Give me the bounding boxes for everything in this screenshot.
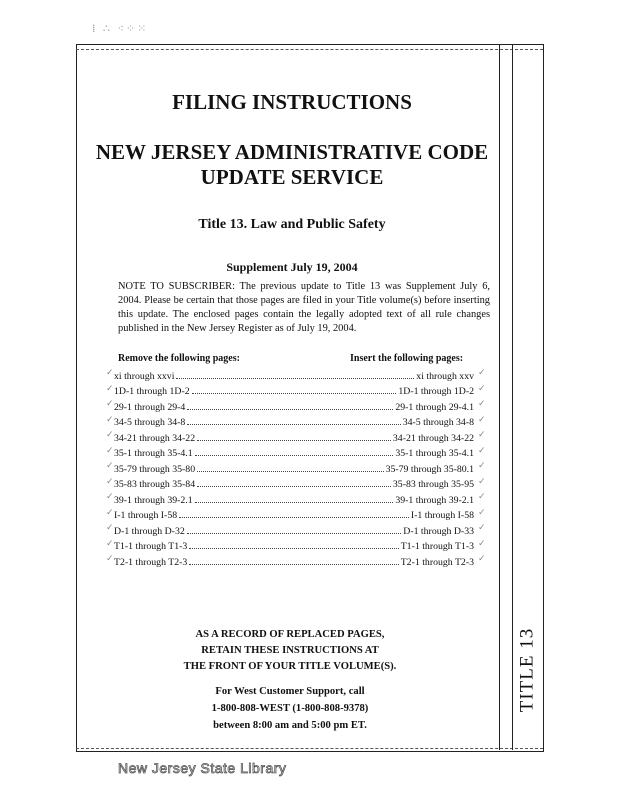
check-mark-icon: ✓ xyxy=(478,538,486,549)
remove-pages: 35-79 through 35-80 xyxy=(114,463,196,475)
check-mark-icon: ✓ xyxy=(478,430,486,440)
record-line3: THE FRONT OF YOUR TITLE VOLUME(S). xyxy=(183,661,397,672)
dot-leader xyxy=(195,501,394,503)
page-title: FILING INSTRUCTIONS xyxy=(172,90,412,114)
check-mark-icon: ✓ xyxy=(106,461,114,471)
check-mark-icon: ✓ xyxy=(478,445,486,456)
check-mark-icon: ✓ xyxy=(106,538,114,549)
remove-header: Remove the following pages: xyxy=(118,353,240,364)
check-mark-icon: ✓ xyxy=(478,461,486,471)
dot-leader xyxy=(187,408,393,410)
record-line1: AS A RECORD OF REPLACED PAGES, xyxy=(195,629,385,640)
insert-pages: 34-21 through 34-22 xyxy=(392,432,474,444)
spine-label-text: TITLE 13 xyxy=(516,627,538,713)
insert-pages: T1-1 through T1-3 xyxy=(400,541,474,552)
table-row xyxy=(114,490,474,506)
check-mark-icon: ✓ xyxy=(478,476,486,487)
insert-pages: 35-83 through 35-95 xyxy=(392,479,474,490)
table-row xyxy=(114,521,474,537)
table-row xyxy=(114,366,474,382)
dot-leader xyxy=(187,532,402,534)
check-mark-icon: ✓ xyxy=(106,507,114,518)
spine-label xyxy=(512,620,542,720)
check-mark-icon: ✓ xyxy=(478,368,486,378)
dot-leader xyxy=(189,563,398,565)
top-rule xyxy=(76,49,543,50)
insert-pages: D-1 through D-33 xyxy=(403,525,474,537)
table-row xyxy=(114,459,474,475)
bottom-rule xyxy=(76,748,543,749)
record-line2: RETAIN THESE INSTRUCTIONS AT xyxy=(201,645,379,656)
check-mark-icon: ✓ xyxy=(478,383,486,394)
dot-leader xyxy=(197,485,391,487)
insert-pages: 34-5 through 34-8 xyxy=(402,417,474,428)
table-row xyxy=(114,413,474,429)
check-mark-icon: ✓ xyxy=(106,430,114,440)
insert-pages: 1D-1 through 1D-2 xyxy=(398,386,474,397)
remove-pages: 29-1 through 29-4 xyxy=(114,401,186,413)
dot-leader xyxy=(187,423,400,425)
support-line1: For West Customer Support, call xyxy=(215,686,365,697)
check-mark-icon: ✓ xyxy=(106,368,114,378)
remove-pages: 35-1 through 35-4.1 xyxy=(114,448,193,459)
dot-leader xyxy=(197,470,383,472)
remove-pages: 39-1 through 39-2.1 xyxy=(114,494,193,506)
table-row xyxy=(114,552,474,568)
dot-leader xyxy=(189,547,398,549)
check-mark-icon: ✓ xyxy=(106,399,114,409)
remove-pages: xi through xxvi xyxy=(114,370,175,382)
check-mark-icon: ✓ xyxy=(106,492,114,502)
check-mark-icon: ✓ xyxy=(478,414,486,425)
check-mark-icon: ✓ xyxy=(106,383,114,394)
insert-pages: 29-1 through 29-4.1 xyxy=(395,401,474,413)
check-mark-icon: ✓ xyxy=(478,523,486,533)
dot-leader xyxy=(179,516,409,518)
insert-pages: xi through xxv xyxy=(416,370,474,382)
table-row xyxy=(114,397,474,413)
subscriber-note: NOTE TO SUBSCRIBER: The previous update to Title 13 was Supplement July 6, 2004. Please be certain that those pages are filed in your Title volume(s) before inserting this update. The enclosed pages contain the legally adopted text of all rule changes published in the New Jersey Register as of July 19, 2004. xyxy=(118,281,490,334)
insert-header: Insert the following pages: xyxy=(350,353,464,364)
code-title xyxy=(88,140,496,190)
record-notice xyxy=(150,627,430,675)
remove-pages: 34-21 through 34-22 xyxy=(114,432,196,444)
remove-pages: 1D-1 through 1D-2 xyxy=(114,386,190,397)
insert-pages: 39-1 through 39-2.1 xyxy=(395,494,474,506)
table-row xyxy=(114,475,474,491)
check-mark-icon: ✓ xyxy=(106,414,114,425)
insert-pages: 35-79 through 35-80.1 xyxy=(385,463,474,475)
customer-support xyxy=(150,683,430,734)
code-title-line1: NEW JERSEY ADMINISTRATIVE CODE xyxy=(95,140,489,164)
table-row xyxy=(114,506,474,522)
remove-pages: 35-83 through 35-84 xyxy=(114,479,196,490)
check-mark-icon: ✓ xyxy=(478,399,486,409)
table-row xyxy=(114,428,474,444)
check-mark-icon: ✓ xyxy=(106,445,114,456)
dot-leader xyxy=(176,377,414,379)
check-mark-icon: ✓ xyxy=(106,476,114,487)
check-mark-icon: ✓ xyxy=(478,554,486,564)
page-list xyxy=(114,366,474,568)
spine-rule-left xyxy=(499,44,500,750)
dot-leader xyxy=(197,439,391,441)
remove-pages: I-1 through I-58 xyxy=(114,510,178,521)
dot-leader xyxy=(195,454,394,456)
table-row xyxy=(114,382,474,398)
check-mark-icon: ✓ xyxy=(106,523,114,533)
table-row xyxy=(114,444,474,460)
remove-pages: T2-1 through T2-3 xyxy=(114,556,188,568)
code-title-line2: UPDATE SERVICE xyxy=(200,165,384,189)
check-mark-icon: ✓ xyxy=(478,492,486,502)
table-row xyxy=(114,537,474,553)
title-subtitle: Title 13. Law and Public Safety xyxy=(198,217,386,232)
support-line2: 1-800-808-WEST (1-800-808-9378) xyxy=(211,703,369,714)
check-mark-icon: ✓ xyxy=(478,507,486,518)
insert-pages: T2-1 through T2-3 xyxy=(400,556,474,568)
insert-pages: 35-1 through 35-4.1 xyxy=(395,448,474,459)
library-stamp: New Jersey State Library xyxy=(118,760,287,776)
handwritten-mark: ⁞ ∴ ⁖⁘⁙ xyxy=(92,22,149,35)
support-line3: between 8:00 am and 5:00 pm ET. xyxy=(213,720,367,731)
remove-pages: 34-5 through 34-8 xyxy=(114,417,186,428)
dot-leader xyxy=(192,392,397,394)
check-mark-icon: ✓ xyxy=(106,554,114,564)
supplement-date: Supplement July 19, 2004 xyxy=(226,260,358,274)
remove-pages: T1-1 through T1-3 xyxy=(114,541,188,552)
insert-pages: I-1 through I-58 xyxy=(410,510,474,521)
remove-pages: D-1 through D-32 xyxy=(114,525,185,537)
